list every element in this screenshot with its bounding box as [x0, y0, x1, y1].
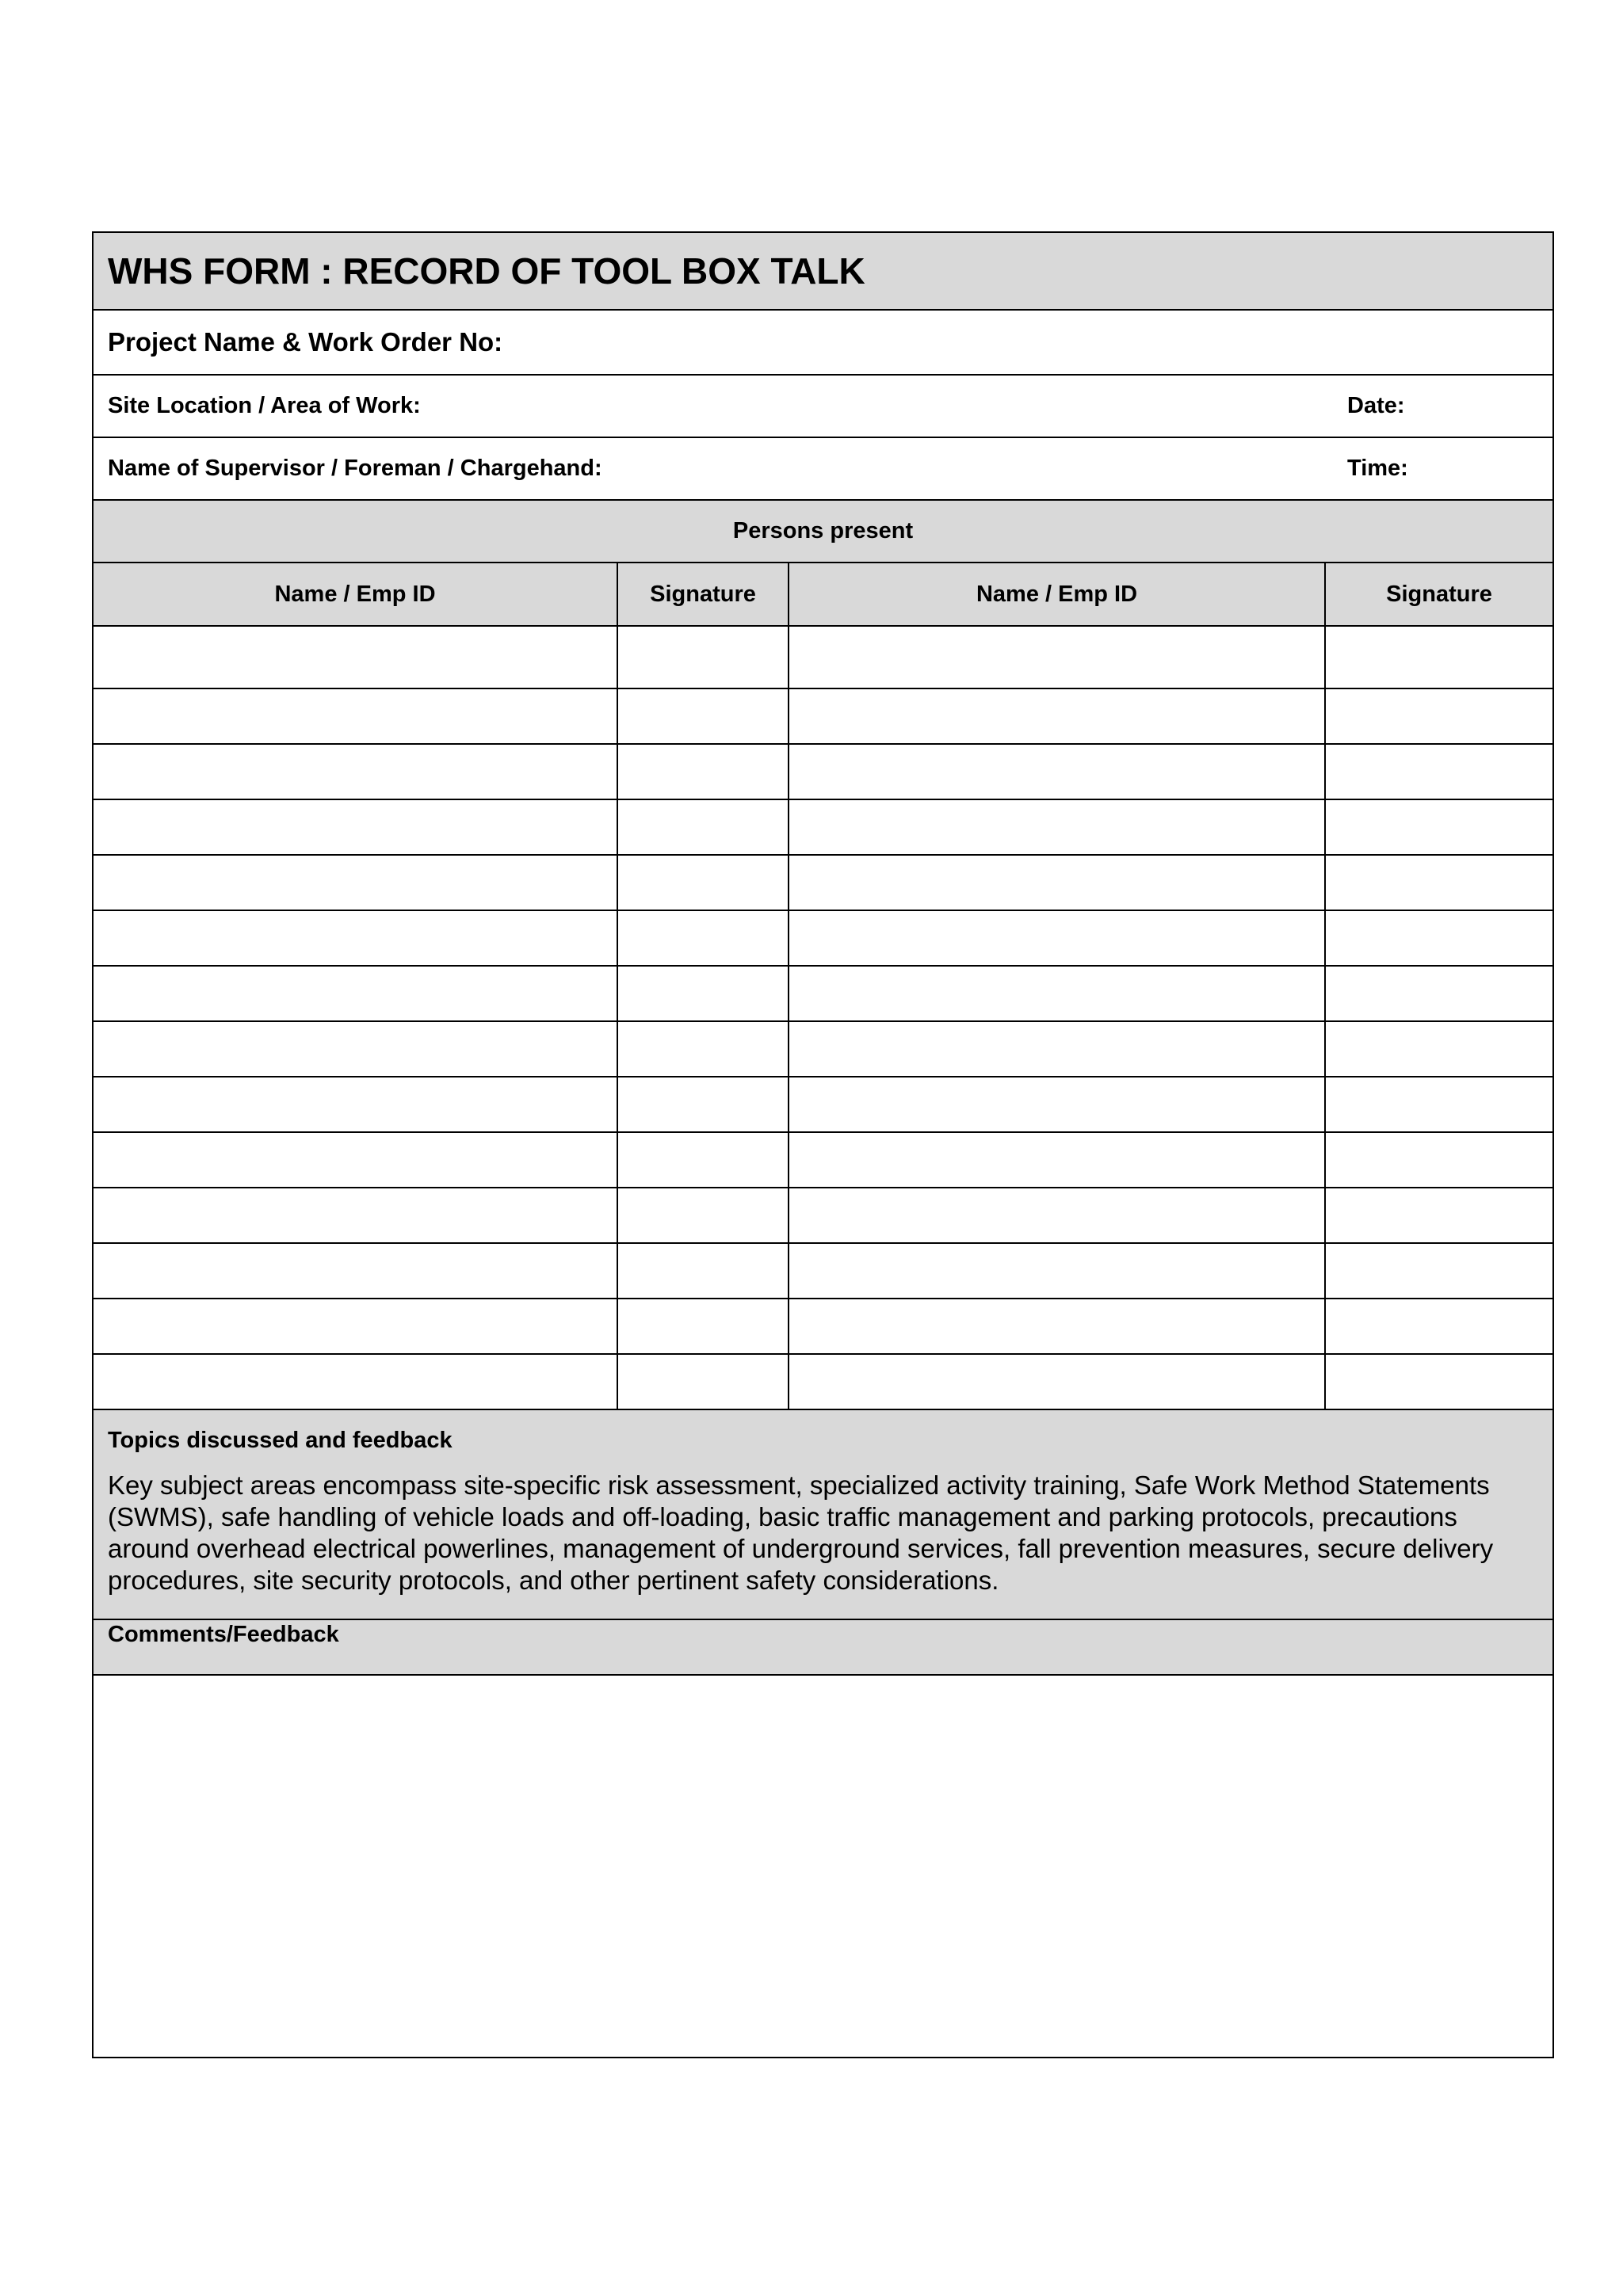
- attendance-row: [94, 910, 1552, 966]
- name-cell[interactable]: [94, 799, 617, 855]
- attendance-row: [94, 744, 1552, 799]
- date-label: Date:: [1347, 393, 1405, 418]
- time-label: Time:: [1347, 456, 1408, 481]
- attendance-row: [94, 1243, 1552, 1299]
- signature-cell[interactable]: [1325, 626, 1552, 688]
- signature-cell[interactable]: [617, 855, 789, 910]
- column-header-name: Name / Emp ID: [789, 563, 1325, 626]
- signature-cell[interactable]: [617, 1132, 789, 1188]
- name-cell[interactable]: [94, 688, 617, 744]
- name-cell[interactable]: [789, 1188, 1325, 1243]
- name-cell[interactable]: [789, 1243, 1325, 1299]
- signature-cell[interactable]: [1325, 1188, 1552, 1243]
- signature-cell[interactable]: [617, 966, 789, 1021]
- persons-present-row: [94, 501, 1552, 563]
- signature-cell[interactable]: [617, 799, 789, 855]
- signature-cell[interactable]: [1325, 1077, 1552, 1132]
- name-cell[interactable]: [789, 799, 1325, 855]
- name-cell[interactable]: [789, 1299, 1325, 1354]
- attendance-row: [94, 855, 1552, 910]
- name-cell[interactable]: [94, 1021, 617, 1077]
- attendance-row: [94, 1354, 1552, 1409]
- project-label: Project Name & Work Order No:: [108, 327, 503, 357]
- name-cell[interactable]: [789, 744, 1325, 799]
- signature-cell[interactable]: [617, 1243, 789, 1299]
- form-title: WHS FORM : RECORD OF TOOL BOX TALK: [108, 250, 865, 292]
- name-cell[interactable]: [94, 966, 617, 1021]
- column-header-signature: Signature: [1325, 563, 1552, 626]
- comments-heading: Comments/Feedback: [108, 1622, 339, 1647]
- attendance-row: [94, 1188, 1552, 1243]
- signature-cell[interactable]: [1325, 1132, 1552, 1188]
- topics-section: [94, 1410, 1552, 1620]
- name-cell[interactable]: [789, 855, 1325, 910]
- signature-cell[interactable]: [617, 1188, 789, 1243]
- attendance-row: [94, 1132, 1552, 1188]
- name-cell[interactable]: [94, 1299, 617, 1354]
- name-cell[interactable]: [94, 910, 617, 966]
- site-location-label: Site Location / Area of Work:: [108, 393, 421, 418]
- signature-cell[interactable]: [1325, 688, 1552, 744]
- name-cell[interactable]: [94, 855, 617, 910]
- signature-cell[interactable]: [617, 744, 789, 799]
- attendance-row: [94, 688, 1552, 744]
- topics-heading: Topics discussed and feedback: [108, 1428, 453, 1453]
- column-header-name: Name / Emp ID: [94, 563, 617, 626]
- name-cell[interactable]: [94, 626, 617, 688]
- comments-field[interactable]: [94, 1676, 1552, 2057]
- attendance-row: [94, 1299, 1552, 1354]
- signature-cell[interactable]: [617, 1354, 789, 1409]
- form-title-row: [94, 233, 1552, 311]
- attendance-row: [94, 1021, 1552, 1077]
- name-cell[interactable]: [94, 744, 617, 799]
- supervisor-row[interactable]: [94, 438, 1552, 501]
- signature-cell[interactable]: [1325, 910, 1552, 966]
- attendance-header-row: [94, 563, 1552, 626]
- name-cell[interactable]: [789, 1132, 1325, 1188]
- topics-text: Key subject areas encompass site-specific risk assessment, specialized activity training, Safe Work Method Statements (SWMS), safe handling of vehicle loads and off-loading, basic traffic management and parking protocols, precautions around overhead electrical powerlines, management of underground services, fall prevention measures, secure delivery procedures, site security protocols, and other pertinent safety considerations.: [108, 1470, 1494, 1595]
- attendance-row: [94, 1077, 1552, 1132]
- signature-cell[interactable]: [617, 626, 789, 688]
- name-cell[interactable]: [94, 1243, 617, 1299]
- signature-cell[interactable]: [1325, 1021, 1552, 1077]
- name-cell[interactable]: [789, 910, 1325, 966]
- attendance-table: [94, 563, 1552, 1410]
- supervisor-label: Name of Supervisor / Foreman / Chargehand:: [108, 456, 602, 481]
- name-cell[interactable]: [789, 966, 1325, 1021]
- name-cell[interactable]: [789, 1354, 1325, 1409]
- name-cell[interactable]: [789, 1021, 1325, 1077]
- toolbox-talk-form: [92, 231, 1554, 2058]
- signature-cell[interactable]: [1325, 799, 1552, 855]
- name-cell[interactable]: [94, 1077, 617, 1132]
- name-cell[interactable]: [94, 1188, 617, 1243]
- signature-cell[interactable]: [1325, 855, 1552, 910]
- name-cell[interactable]: [94, 1354, 617, 1409]
- signature-cell[interactable]: [617, 1077, 789, 1132]
- signature-cell[interactable]: [1325, 1243, 1552, 1299]
- name-cell[interactable]: [789, 626, 1325, 688]
- signature-cell[interactable]: [617, 1299, 789, 1354]
- signature-cell[interactable]: [617, 1021, 789, 1077]
- attendance-row: [94, 799, 1552, 855]
- signature-cell[interactable]: [617, 910, 789, 966]
- name-cell[interactable]: [789, 1077, 1325, 1132]
- attendance-row: [94, 966, 1552, 1021]
- name-cell[interactable]: [94, 1132, 617, 1188]
- persons-present-label: Persons present: [732, 518, 914, 543]
- comments-heading-row: [94, 1620, 1552, 1676]
- attendance-row: [94, 626, 1552, 688]
- site-location-row[interactable]: [94, 376, 1552, 438]
- signature-cell[interactable]: [1325, 744, 1552, 799]
- name-cell[interactable]: [789, 688, 1325, 744]
- signature-cell[interactable]: [1325, 966, 1552, 1021]
- signature-cell[interactable]: [1325, 1299, 1552, 1354]
- signature-cell[interactable]: [1325, 1354, 1552, 1409]
- project-field[interactable]: [94, 311, 1552, 376]
- signature-cell[interactable]: [617, 688, 789, 744]
- column-header-signature: Signature: [617, 563, 789, 626]
